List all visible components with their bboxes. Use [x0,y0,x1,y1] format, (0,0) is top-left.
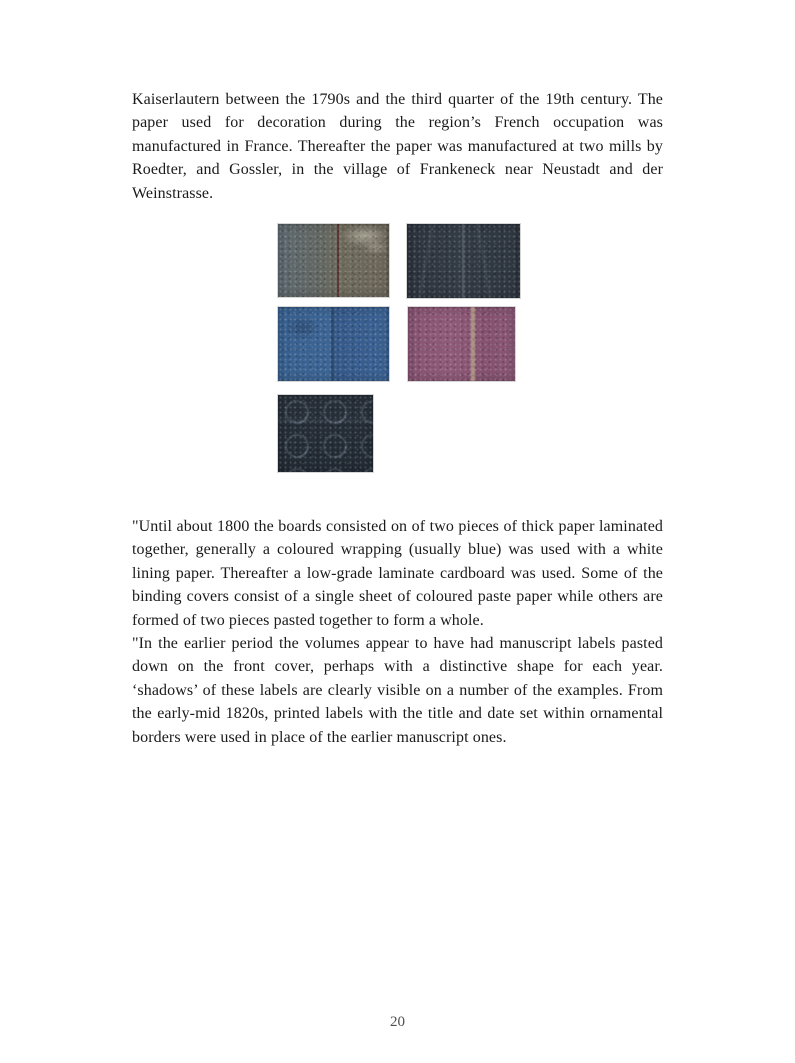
spine-line [471,307,475,381]
spine-line [331,307,334,381]
paragraph-kaiserlautern-paper-history: Kaiserlautern between the 1790s and the third quarter of the 19th century. The paper used for decoration during the region’s French occupation was manufactured in France. Thereafter the paper was manufactured at two mills by Roedter, and Gossler, in the village of Frankeneck near Neustadt and der Weinstrasse. [132,91,663,202]
page-number: 20 [390,1014,405,1030]
figure-olive-grey-cover [277,223,390,298]
figure-blue-cover [277,306,390,382]
figure-row-3 [277,394,795,473]
spine-line [337,224,339,297]
figure-grid [277,223,795,473]
paragraph-manuscript-labels: "In the earlier period the volumes appear to have had manuscript labels pasted down on the front cover, perhaps with a distinctive shape for each year. ‘shadows’ of these labels are clearly visible on a number of the examples. From the early-mid 1820s, printed labels with the title and date set within ornamental borders were used in place of the earlier manuscript ones. [132,635,663,746]
figure-puce-cover [407,306,516,382]
paragraph-boards-construction: "Until about 1800 the boards consisted on of two pieces of thick paper laminated together, generally a coloured wrapping (usually blue) was used with a white lining paper. Thereafter a low-grade laminate cardboard was used. Some of the binding covers consist of a single sheet of coloured paste paper while others are formed of two pieces pasted together to form a whole. [132,518,663,629]
centre-streak [462,224,464,298]
figure-row-1 [277,223,795,299]
figure-dark-navy-circle-pattern-cover [277,394,374,473]
figure-row-2 [277,306,795,382]
figure-slate-blue-cover [406,223,521,299]
